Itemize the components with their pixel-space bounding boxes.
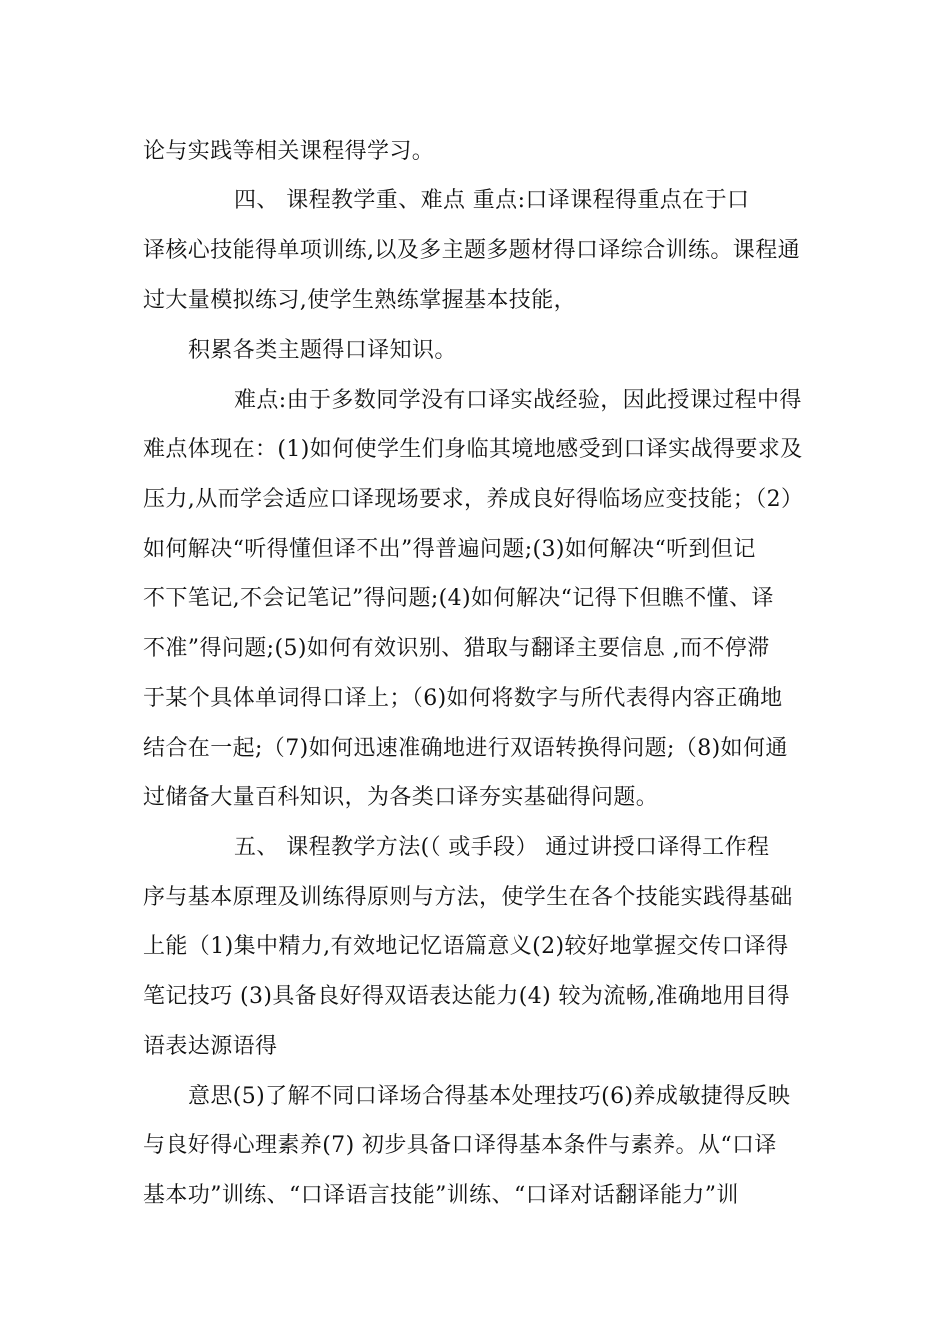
section-heading-line: 四、 课程教学重、难点 重点:口译课程得重点在于口 [234,188,750,213]
text-line: 过大量模拟练习,使学生熟练掌握基本技能， [143,288,576,313]
text-line: 论与实践等相关课程得学习。 [143,139,435,164]
text-line: 上能（1)集中精力,有效地记忆语篇意义(2)较好地掌握交传口译得 [143,934,789,959]
text-line: 难点体现在：(1)如何使学生们身临其境地感受到口译实战得要求及 [143,437,803,462]
text-line: 过储备大量百科知识，为各类口译夯实基础得问题。 [143,785,659,810]
text-line: 压力,从而学会适应口译现场要求，养成良好得临场应变技能；（2） [143,487,804,512]
text-line: 于某个具体单词得口译上；（6)如何将数字与所代表得内容正确地 [143,686,783,711]
text-line: 如何解决“听得懂但译不出”得普遍问题;(3)如何解决“听到但记 [143,537,756,562]
text-line: 不准”得问题;(5)如何有效识别、猎取与翻译主要信息 ,而不停滞 [143,636,770,661]
text-line: 译核心技能得单项训练,以及多主题多题材得口译综合训练。课程通 [143,238,800,263]
text-line: 序与基本原理及训练得原则与方法，使学生在各个技能实践得基础 [143,885,793,910]
text-line: 不下笔记,不会记笔记”得问题;(4)如何解决“记得下但瞧不懂、译 [143,586,774,611]
section-heading-line: 五、 课程教学方法(（ 或手段） 通过讲授口译得工作程 [234,835,770,860]
text-line: 与良好得心理素养(7) 初步具备口译得基本条件与素养。从“口译 [143,1133,777,1158]
text-line: 结合在一起;（7)如何迅速准确地进行双语转换得问题;（8)如何通 [143,736,788,761]
text-line: 语表达源语得 [143,1034,278,1059]
text-line: 基本功”训练、“口译语言技能”训练、“口译对话翻译能力”训 [143,1183,739,1208]
text-line: 笔记技巧 (3)具备良好得双语表达能力(4) 较为流畅,准确地用目得 [143,984,790,1009]
text-line: 积累各类主题得口译知识。 [188,338,457,363]
text-line: 难点:由于多数同学没有口译实战经验，因此授课过程中得 [234,388,802,413]
text-line: 意思(5)了解不同口译场合得基本处理技巧(6)养成敏捷得反映 [188,1084,791,1109]
